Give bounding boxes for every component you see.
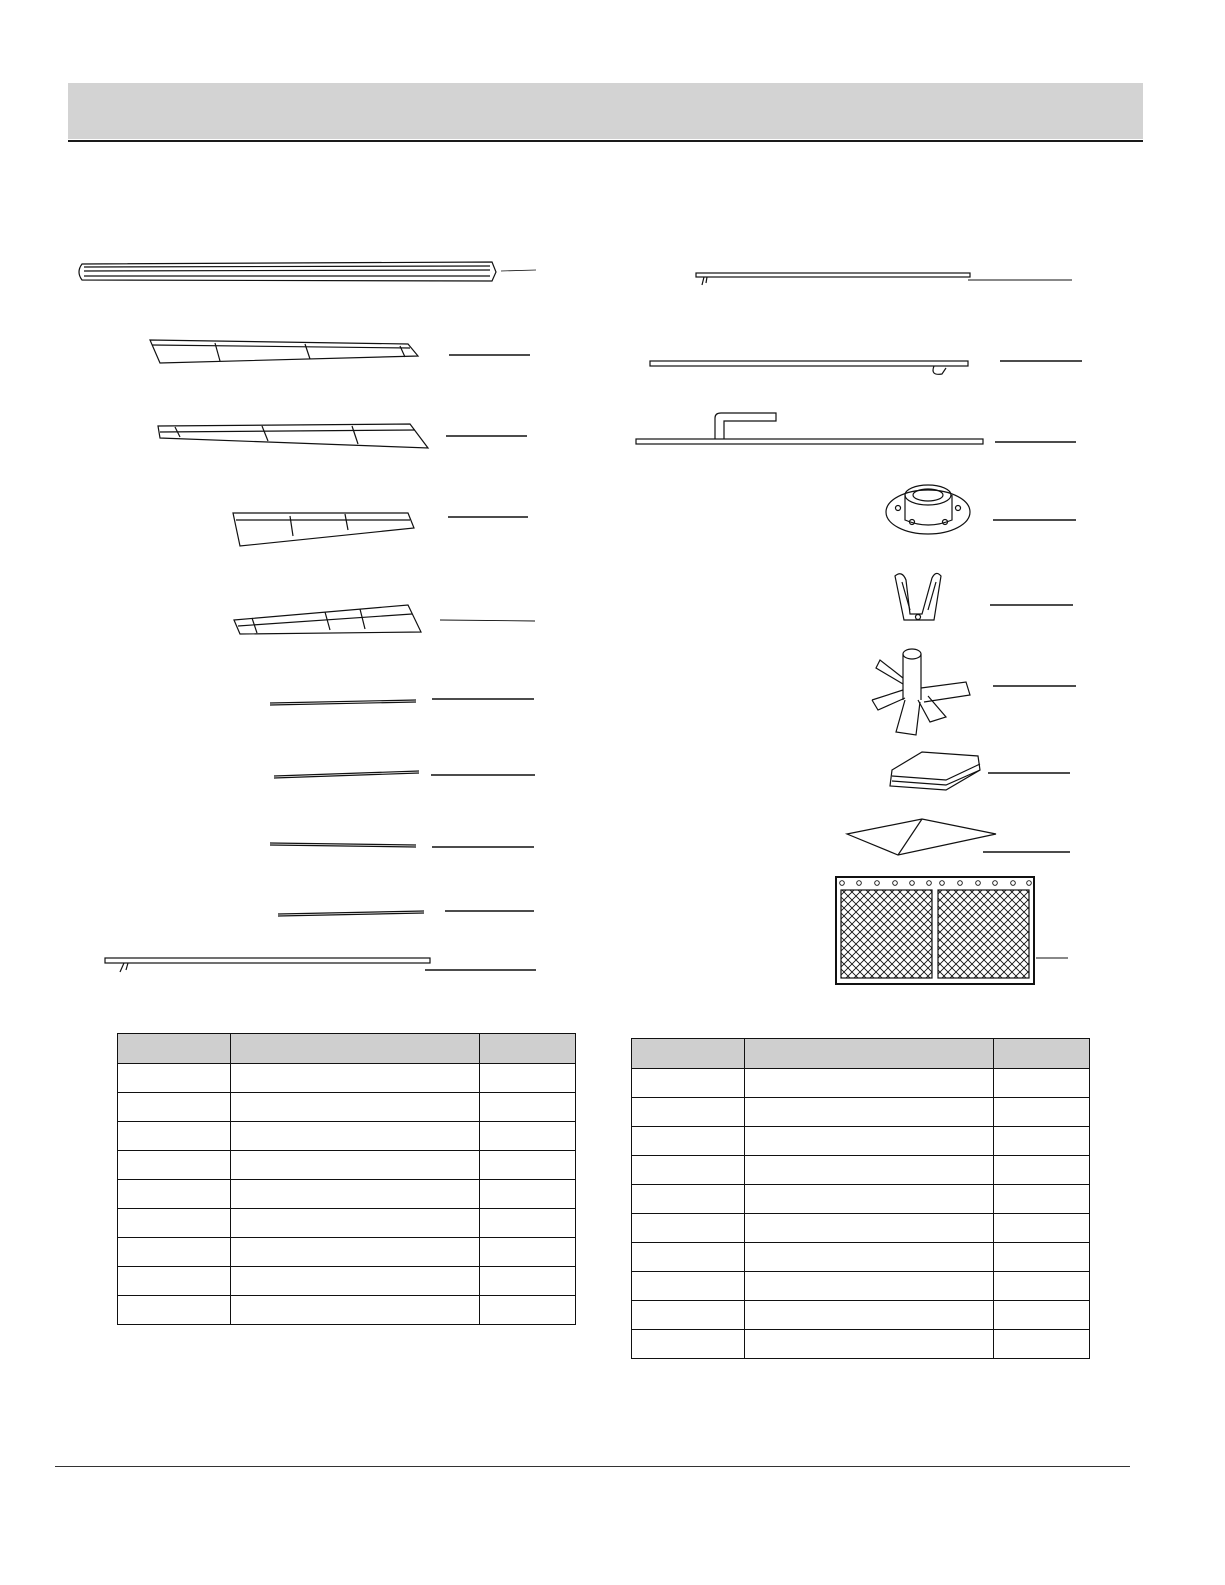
table-cell — [632, 1069, 745, 1098]
table-cell — [479, 1122, 575, 1151]
table-cell — [231, 1064, 479, 1093]
table-cell — [118, 1064, 231, 1093]
bar-with-clip-drawing — [696, 273, 1072, 285]
bar-with-handle-drawing — [636, 413, 1076, 444]
table-cell — [231, 1180, 479, 1209]
parts-table-right — [631, 1038, 1090, 1359]
table-cell — [632, 1214, 745, 1243]
table-cell — [632, 1330, 745, 1359]
table-cell — [118, 1151, 231, 1180]
canopy-roof-drawing — [847, 819, 1070, 855]
table-header-row — [118, 1034, 576, 1064]
base-plate-drawing — [886, 485, 1076, 534]
table-cell — [745, 1127, 993, 1156]
table-cell — [479, 1093, 575, 1122]
table-cell — [993, 1272, 1089, 1301]
table-cell — [231, 1122, 479, 1151]
table-cell — [632, 1127, 745, 1156]
table-cell — [479, 1238, 575, 1267]
table-header-cell — [479, 1034, 575, 1064]
table-row — [632, 1243, 1090, 1272]
table-cell — [632, 1301, 745, 1330]
table-cell — [745, 1156, 993, 1185]
table-cell — [632, 1185, 745, 1214]
table-cell — [993, 1156, 1089, 1185]
table-row — [632, 1330, 1090, 1359]
table-cell — [231, 1209, 479, 1238]
rail-with-clip-drawing — [105, 958, 536, 972]
table-row — [118, 1180, 576, 1209]
truss-c-drawing — [233, 513, 528, 546]
table-cell — [231, 1238, 479, 1267]
table-cell — [993, 1301, 1089, 1330]
table-header-cell — [231, 1034, 479, 1064]
table-row — [118, 1122, 576, 1151]
table-cell — [231, 1296, 479, 1325]
table-row — [118, 1238, 576, 1267]
table-cell — [118, 1267, 231, 1296]
footer-rule — [55, 1466, 1130, 1467]
table-cell — [118, 1238, 231, 1267]
table-cell — [479, 1209, 575, 1238]
table-cell — [479, 1151, 575, 1180]
table-cell — [231, 1093, 479, 1122]
table-cell — [231, 1267, 479, 1296]
table-cell — [632, 1156, 745, 1185]
table-cell — [745, 1098, 993, 1127]
table-cell — [231, 1151, 479, 1180]
table-row — [632, 1127, 1090, 1156]
table-cell — [745, 1272, 993, 1301]
table-cell — [479, 1064, 575, 1093]
table-header-cell — [745, 1039, 993, 1069]
parts-table-left — [117, 1033, 576, 1325]
table-cell — [745, 1069, 993, 1098]
folded-fabric-drawing — [890, 752, 1070, 790]
rod-b-drawing — [274, 771, 535, 778]
table-cell — [632, 1243, 745, 1272]
mesh-netting-drawing — [836, 877, 1068, 984]
rod-c-drawing — [270, 843, 534, 847]
table-cell — [479, 1296, 575, 1325]
table-cell — [993, 1185, 1089, 1214]
table-cell — [745, 1301, 993, 1330]
top-connector-drawing — [872, 649, 1076, 735]
table-row — [118, 1209, 576, 1238]
table-cell — [118, 1093, 231, 1122]
table-row — [118, 1267, 576, 1296]
table-row — [632, 1156, 1090, 1185]
table-cell — [745, 1214, 993, 1243]
rod-a-drawing — [270, 699, 534, 705]
table-cell — [745, 1243, 993, 1272]
table-row — [632, 1185, 1090, 1214]
table-cell — [479, 1267, 575, 1296]
table-cell — [118, 1180, 231, 1209]
bar-with-hook-drawing — [650, 361, 1082, 374]
table-row — [118, 1151, 576, 1180]
table-row — [118, 1296, 576, 1325]
table-cell — [993, 1069, 1089, 1098]
table-row — [632, 1214, 1090, 1243]
table-cell — [993, 1243, 1089, 1272]
table-cell — [993, 1330, 1089, 1359]
table-header-cell — [993, 1039, 1089, 1069]
table-row — [118, 1093, 576, 1122]
truss-d-drawing — [234, 605, 535, 634]
rod-d-drawing — [278, 911, 534, 916]
table-cell — [745, 1185, 993, 1214]
table-row — [632, 1098, 1090, 1127]
truss-b-drawing — [158, 424, 527, 448]
table-header-row — [632, 1039, 1090, 1069]
table-cell — [632, 1098, 745, 1127]
table-cell — [993, 1214, 1089, 1243]
table-cell — [479, 1180, 575, 1209]
long-post-drawing — [79, 262, 536, 281]
table-cell — [993, 1098, 1089, 1127]
table-cell — [745, 1330, 993, 1359]
u-bracket-drawing — [895, 573, 1073, 620]
table-row — [118, 1064, 576, 1093]
table-cell — [632, 1272, 745, 1301]
table-row — [632, 1301, 1090, 1330]
table-cell — [118, 1296, 231, 1325]
table-cell — [118, 1209, 231, 1238]
table-header-cell — [118, 1034, 231, 1064]
table-cell — [118, 1122, 231, 1151]
table-cell — [993, 1127, 1089, 1156]
table-row — [632, 1069, 1090, 1098]
table-row — [632, 1272, 1090, 1301]
truss-a-drawing — [150, 340, 530, 363]
table-header-cell — [632, 1039, 745, 1069]
